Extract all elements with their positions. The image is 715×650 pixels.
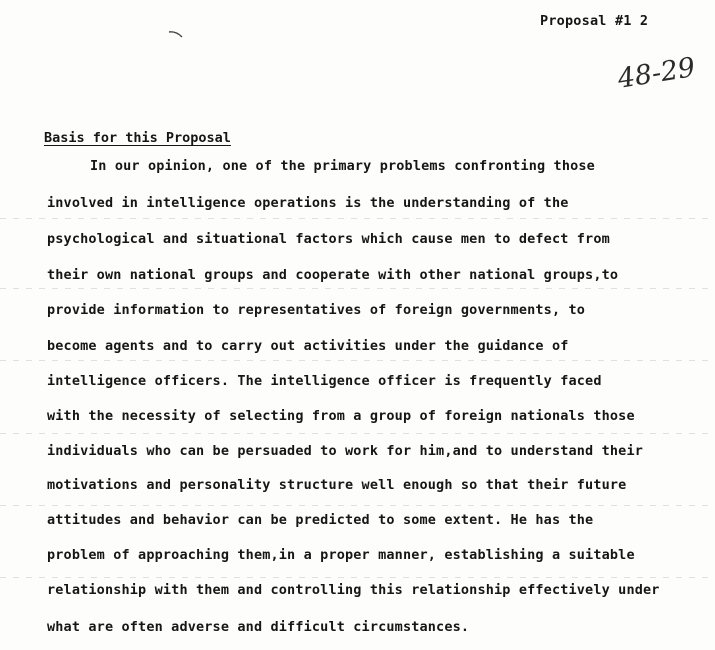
section-heading: Basis for this Proposal bbox=[44, 130, 231, 146]
body-line: intelligence officers. The intelligence officer is frequently faced bbox=[47, 373, 602, 389]
body-line: In our opinion, one of the primary problems confronting those bbox=[90, 158, 595, 174]
body-line: attitudes and behavior can be predicted to some extent. He has the bbox=[47, 512, 594, 528]
scan-artifact bbox=[0, 577, 715, 578]
body-line: motivations and personality structure well enough so that their future bbox=[47, 477, 627, 493]
body-line: problem of approaching them,in a proper manner, establishing a suitable bbox=[47, 547, 635, 563]
scan-artifact bbox=[0, 505, 715, 506]
scan-artifact bbox=[0, 433, 715, 434]
body-line: become agents and to carry out activities under the guidance of bbox=[47, 338, 569, 354]
body-line: involved in intelligence operations is the understanding of the bbox=[47, 195, 569, 211]
body-line: their own national groups and cooperate with other national groups,to bbox=[47, 267, 619, 283]
page-reference: Proposal #1 2 bbox=[540, 13, 649, 29]
body-line: provide information to representatives of foreign governments, to bbox=[47, 302, 586, 318]
body-line: psychological and situational factors which cause men to defect from bbox=[47, 231, 610, 247]
body-line: with the necessity of selecting from a group of foreign nationals those bbox=[47, 408, 635, 424]
body-line: relationship with them and controlling this relationship effectively under bbox=[47, 582, 660, 598]
scan-artifact bbox=[0, 360, 715, 361]
body-line: what are often adverse and difficult circumstances. bbox=[47, 619, 470, 635]
scan-artifact bbox=[0, 218, 715, 219]
body-line: individuals who can be persuaded to work for him,and to understand their bbox=[47, 443, 643, 459]
stray-pen-mark bbox=[168, 30, 184, 40]
handwritten-annotation: 48-29 bbox=[615, 52, 698, 95]
scan-artifact bbox=[0, 288, 715, 289]
